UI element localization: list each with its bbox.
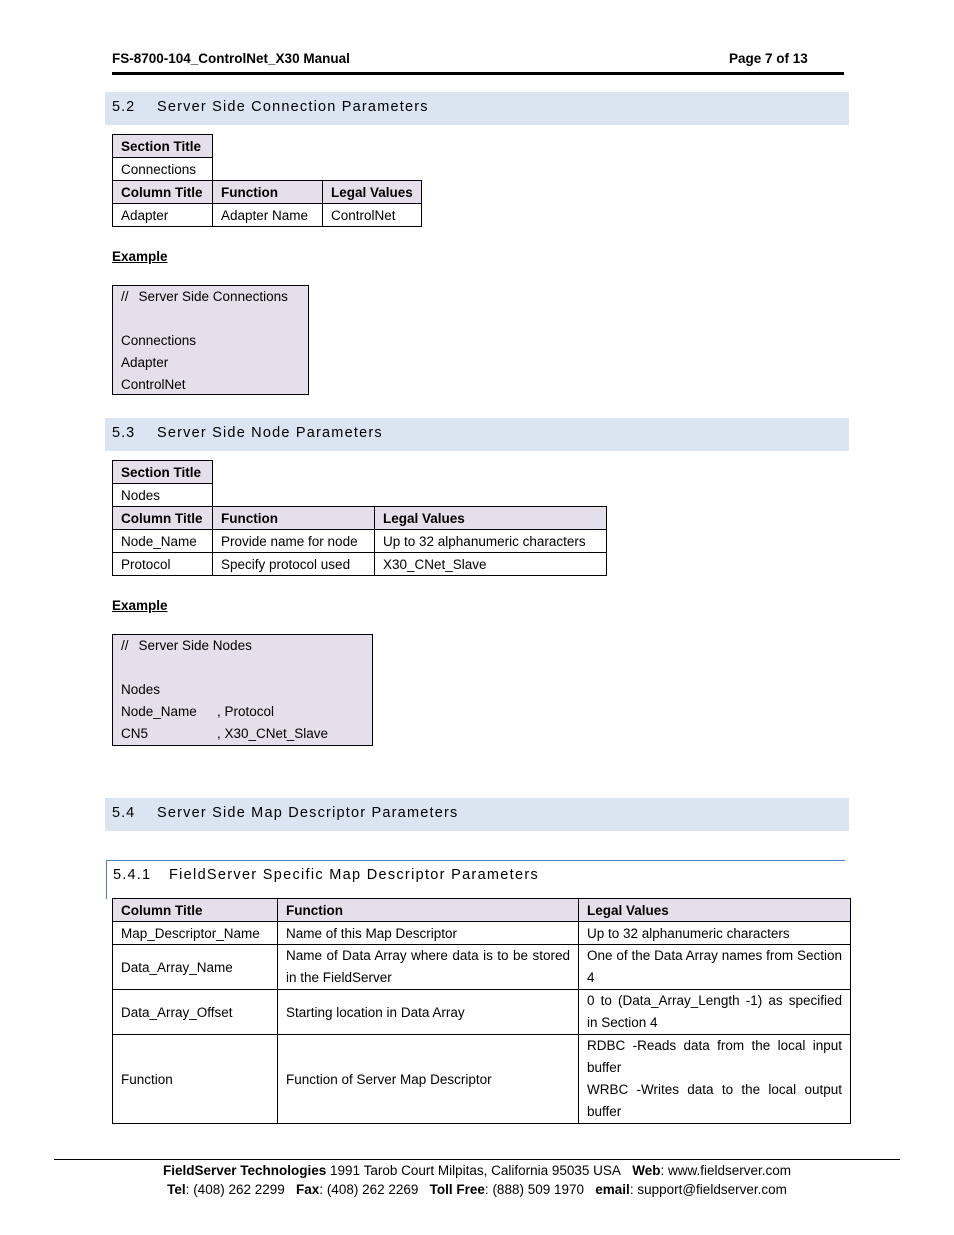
table-row <box>113 1035 851 1124</box>
section-title-header: Section Title <box>113 461 213 484</box>
table-cell: Up to 32 alphanumeric characters <box>579 922 851 945</box>
table-cell: Up to 32 alphanumeric characters <box>375 530 607 553</box>
page-number: Page 7 of 13 <box>729 51 808 66</box>
example-field: Node_Name <box>121 704 197 719</box>
comment-slash: // <box>121 289 129 304</box>
fax-number: (408) 262 2269 <box>326 1182 419 1197</box>
table-cell: Protocol <box>113 553 213 576</box>
company-address: 1991 Tarob Court Milpitas, California 95035 USA <box>330 1163 621 1178</box>
section-title: FieldServer Specific Map Descriptor Parameters <box>169 867 540 883</box>
fax-label: Fax <box>296 1182 320 1197</box>
legal-value-line: RDBC -Reads data from the local input buffer <box>587 1038 842 1075</box>
section-title-value: Connections <box>113 158 213 181</box>
column-header: Function <box>213 507 375 530</box>
tollfree-number: (888) 509 1970 <box>492 1182 585 1197</box>
table-cell: Adapter Name <box>213 204 323 227</box>
nodes-example-box <box>112 634 373 746</box>
email-link[interactable]: support@fieldserver.com <box>637 1182 787 1197</box>
column-header: Column Title <box>113 507 213 530</box>
comment-slash: // <box>121 638 129 653</box>
example-line: Nodes <box>121 682 161 697</box>
table-row <box>113 553 607 576</box>
example-field: CN5 <box>121 726 149 741</box>
header-rule <box>112 72 844 75</box>
section-number: 5.4.1 <box>113 867 152 883</box>
column-header: Legal Values <box>375 507 607 530</box>
section-title: Server Side Connection Parameters <box>157 99 429 115</box>
legal-value-line: WRBC -Writes data to the local output buffer <box>587 1082 842 1119</box>
table-cell: Data_Array_Name <box>113 945 278 990</box>
section-title: Server Side Node Parameters <box>157 425 383 441</box>
map-descriptor-parameters-table <box>112 898 851 1124</box>
table-row <box>113 922 851 945</box>
example-line: Connections <box>121 333 197 348</box>
column-header: Column Title <box>113 899 278 922</box>
table-cell: 0 to (Data_Array_Length -1) as specified in Section 4 <box>579 990 851 1035</box>
section-5-4-1-heading <box>106 860 845 899</box>
section-5-2-heading <box>105 92 849 125</box>
column-header: Function <box>278 899 579 922</box>
table-cell: One of the Data Array names from Section 4 <box>579 945 851 990</box>
tel-number: (408) 262 2299 <box>193 1182 285 1197</box>
column-header: Legal Values <box>579 899 851 922</box>
section-title-value: Nodes <box>113 484 213 507</box>
table-cell: Name of this Map Descriptor <box>278 922 579 945</box>
table-cell: Map_Descriptor_Name <box>113 922 278 945</box>
section-number: 5.2 <box>112 99 136 115</box>
company-name: FieldServer Technologies <box>162 1163 327 1178</box>
email-label: email <box>595 1182 630 1197</box>
example-line: ControlNet <box>121 377 186 392</box>
connections-example-box <box>112 285 309 395</box>
table-cell: X30_CNet_Slave <box>375 553 607 576</box>
footer-line-2: Tel: (408) 262 2299 Fax: (408) 262 2269 Toll Free: (888) 509 1970 email: support@fieldserver.com <box>167 1182 787 1197</box>
table-cell: Adapter <box>113 204 213 227</box>
web-link[interactable]: www.fieldserver.com <box>668 1163 792 1178</box>
table-row <box>113 530 607 553</box>
example-line: Adapter <box>121 355 169 370</box>
table-cell: Specify protocol used <box>213 553 375 576</box>
table-cell: Provide name for node <box>213 530 375 553</box>
node-parameters-table <box>112 460 607 576</box>
tollfree-label: Toll Free <box>429 1182 485 1197</box>
table-cell: ControlNet <box>323 204 422 227</box>
table-row <box>113 945 851 990</box>
web-label: Web <box>632 1163 661 1178</box>
table-row <box>113 990 851 1035</box>
table-cell: Function of Server Map Descriptor <box>278 1035 579 1124</box>
table-cell: Function <box>113 1035 278 1124</box>
table-cell: Name of Data Array where data is to be stored in the FieldServer <box>278 945 579 990</box>
column-header: Column Title <box>113 181 213 204</box>
document-title: FS-8700-104_ControlNet_X30 Manual <box>112 51 350 66</box>
column-header: Legal Values <box>323 181 422 204</box>
comment-text: Server Side Nodes <box>138 638 252 653</box>
section-title-header: Section Title <box>113 135 213 158</box>
footer-rule <box>54 1159 900 1160</box>
section-title: Server Side Map Descriptor Parameters <box>157 805 459 821</box>
section-5-4-heading <box>105 798 849 831</box>
section-number: 5.3 <box>112 425 136 441</box>
comment-text: Server Side Connections <box>138 289 288 304</box>
example-field: , X30_CNet_Slave <box>217 726 329 741</box>
section-number: 5.4 <box>112 805 136 821</box>
column-header: Function <box>213 181 323 204</box>
table-cell <box>579 1035 851 1124</box>
footer-line-1: FieldServer Technologies 1991 Tarob Court Milpitas, California 95035 USA Web: www.fieldserver.com <box>162 1163 792 1178</box>
example-field: , Protocol <box>217 704 275 719</box>
tel-label: Tel <box>167 1182 186 1197</box>
example-label: Example <box>112 598 168 613</box>
section-5-3-heading <box>105 418 849 451</box>
example-label: Example <box>112 249 168 264</box>
table-cell: Node_Name <box>113 530 213 553</box>
table-cell: Starting location in Data Array <box>278 990 579 1035</box>
table-cell: Data_Array_Offset <box>113 990 278 1035</box>
connection-parameters-table <box>112 134 422 227</box>
table-row <box>113 204 422 227</box>
